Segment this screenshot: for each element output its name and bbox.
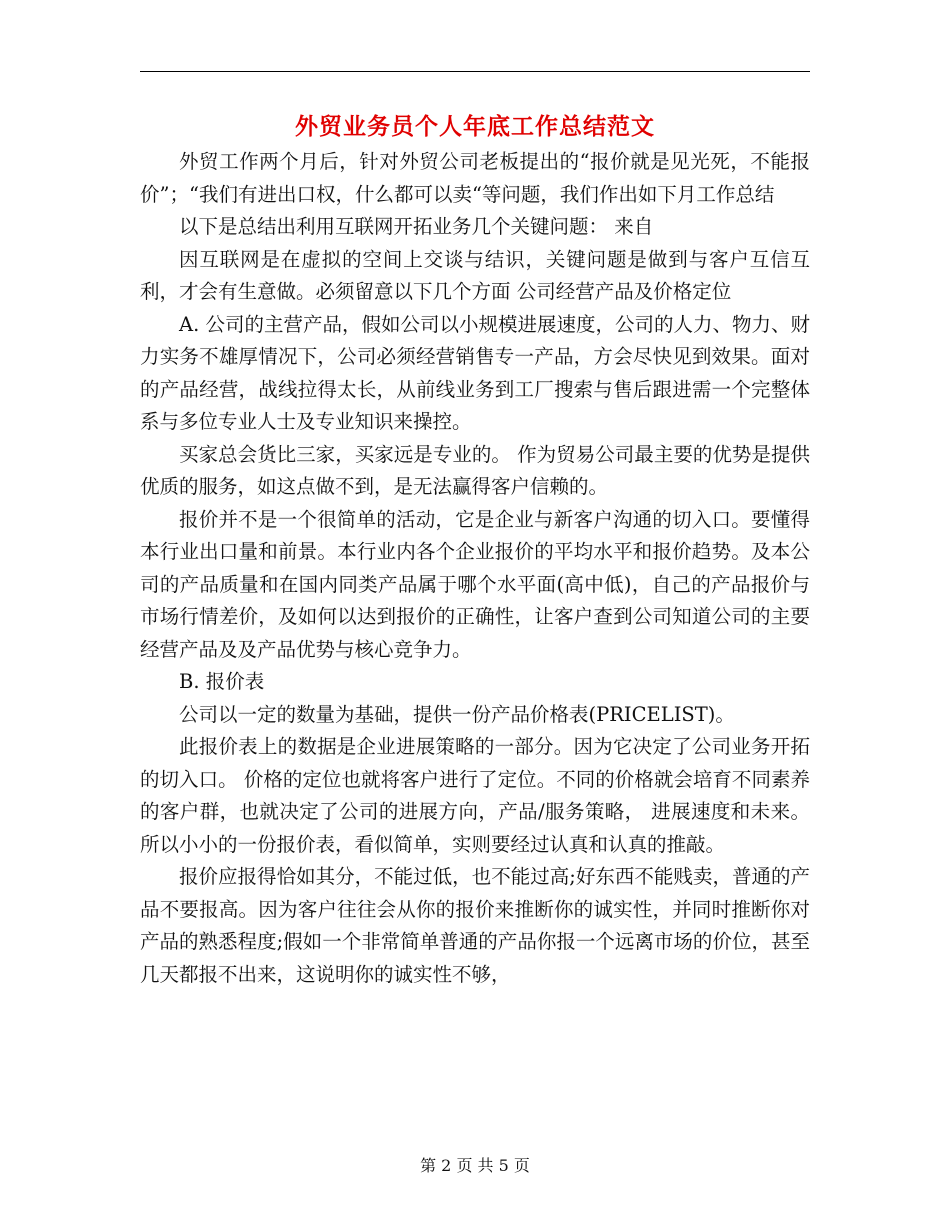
paragraph-6: 报价并不是一个很简单的活动，它是企业与新客户沟通的切入口。要懂得本行业出口量和前景。本行业内各个企业报价的平均水平和报价趋势。及本公司的产品质量和在国内同类产品属于哪个水平面(高中低)，自己的产品报价与市场行情差价，及如何以达到报价的正确性，让客户查到公司知道公司的主要经营产品及及产品优势与核心竞争力。 [140, 507, 810, 661]
paragraph-4: A. 公司的主营产品，假如公司以小规模进展速度，公司的人力、物力、财力实务不雄厚情况下，公司必须经营销售专一产品，方会尽快见到效果。面对的产品经营，战线拉得太长，从前线业务到工厂搜索与售后跟进需一个完整体系与多位专业人士及专业知识来操控。 [140, 312, 810, 433]
paragraph-10: 报价应报得恰如其分，不能过低，也不能过高;好东西不能贱卖，普通的产品不要报高。因为客户往往会从你的报价来推断你的诚实性，并同时推断你对产品的熟悉程度;假如一个非常简单普通的产品你报一个远离市场的价位，甚至几天都报不出来，这说明你的诚实性不够， [140, 865, 810, 986]
paragraph-3: 因互联网是在虚拟的空间上交谈与结识，关键问题是做到与客户互信互利，才会有生意做。必须留意以下几个方面 公司经营产品及价格定位 [140, 247, 810, 303]
paragraph-2: 以下是总结出利用互联网开拓业务几个关键问题： 来自 [179, 215, 654, 238]
paragraph-9: 此报价表上的数据是企业进展策略的一部分。因为它决定了公司业务开拓的切入口。 价格的定位也就将客户进行了定位。不同的价格就会培育不同素养的客户群，也就决定了公司的进展方向，产品/服务策略， 进展速度和未来。所以小小的一份报价表，看似简单，实则要经过认真和认真的推敲。 [140, 735, 810, 856]
paragraph-8: 公司以一定的数量为基础，提供一份产品价格表(PRICELIST)。 [179, 702, 735, 726]
header-rule [140, 71, 810, 72]
document-title: 外贸业务员个人年底工作总结范文 [295, 113, 655, 140]
paragraph-7: B. 报价表 [179, 670, 265, 693]
document-body [140, 146, 810, 991]
paragraph-5: 买家总会货比三家，买家远是专业的。 作为贸易公司最主要的优势是提供优质的服务，如这点做不到，是无法赢得客户信赖的。 [140, 442, 810, 498]
paragraph-1: 外贸工作两个月后，针对外贸公司老板提出的“报价就是见光死，不能报价”；“我们有进出口权，什么都可以卖“等问题，我们作出如下月工作总结 [140, 150, 810, 206]
page-footer: 第 2 页 共 5 页 [420, 1156, 530, 1175]
